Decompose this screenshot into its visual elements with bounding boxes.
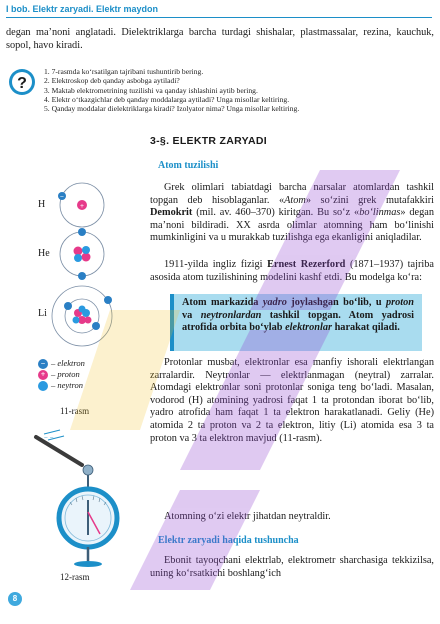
label-helium: He [38, 248, 50, 259]
page-number: 8 [8, 592, 22, 606]
paragraph-particles: Protonlar musbat, elektronlar esa manfiy ishorali elektrlangan zarralardir. Neytronlar — elektrlanmagan (neytral) zarralar. Atomdagi elektronlar soni protonlar soniga teng bo‘ladi. Masalan, vodorod (H) atomining yadrosi faqat 1 ta protondan iborat bo‘lib, yadro atrofida ham faqat 1 ta elektron harakatlanadi. Geliy (He) atomida 2 ta proton va 2 ta elektron, litiy (Li) atomida esa 3 ta proton va 3 ta elektron mavjud (11-rasm). [150, 357, 434, 444]
intro-paragraph: degan ma’noni anglatadi. Dielektriklarga barcha turdagi shishalar, plastmassalar, rezina, kauchuk, sopol, havo kiradi. [6, 27, 434, 51]
question-item: 5. Qanday moddalar dielektriklarga kiradi? Izolyator nima? Unga misollar keltiring. [44, 104, 300, 114]
legend-proton: + – proton [38, 369, 85, 380]
question-item: 4. Elektr o‘tkazgichlar deb qanday moddalarga aytiladi? Unga misollar keltiring. [44, 94, 290, 104]
proton-icon: + [38, 370, 48, 380]
legend-electron: − – elektron [38, 358, 85, 369]
section-title: 3-§. ELEKTR ZARYADI [150, 135, 267, 147]
paragraph-rutherford: 1911-yilda ingliz fizigi Ernest Rezerford (1871–1937) tajriba asosida atom tuzilishining modelini kashf etdi. Bu modelga ko‘ra: [150, 259, 434, 283]
svg-text:−: − [60, 193, 64, 201]
question-item: 2. Elektroskop deb qanday asbobga aytiladi? [44, 76, 180, 86]
figure-11-caption: 11-rasm [60, 406, 90, 416]
paragraph-greek: Grek olimlari tabiatdagi barcha narsalar atomlardan tashkil topgan deb hisoblaganlar. «Atom» so‘zini grek mutafakkiri Demokrit (mil. av. 460–370) kiritgan. Bu so‘z «bo‘linmas» degan ma’noni bildiradi. XX asrda olimlar atomning ham bo‘linishi mumkinligini va u murakkab tuzilishga ega ekanligini aniqladilar. [150, 182, 434, 244]
chapter-title: I bob. Elektr zaryadi. Elektr maydon [6, 4, 159, 14]
svg-text:?: ? [17, 75, 27, 92]
paragraph-neutral: Atomning o‘zi elektr jihatdan neytraldir. [164, 511, 331, 522]
electrometer-figure [0, 0, 150, 600]
legend-neutron: – neytron [38, 380, 85, 391]
svg-text:− −: − − [44, 434, 54, 442]
electron-icon: − [38, 359, 48, 369]
subheading-charge-concept: Elektr zaryadi haqida tushuncha [158, 535, 299, 546]
subheading-atom-structure: Atom tuzilishi [158, 160, 219, 171]
label-hydrogen: H [38, 199, 46, 210]
paragraph-ebonit: Ebonit tayoqchani elektrlab, elektrometr sharchasiga tekkizilsa, uning ko‘rsatkichi boshlang‘ich [150, 555, 434, 579]
figure-12-caption: 12-rasm [60, 572, 90, 582]
definition-callout [170, 294, 422, 351]
question-item: 3. Maktab elektrometrining tuzilishi va qanday ishlashini aytib bering. [44, 85, 258, 95]
svg-text:+: + [80, 202, 84, 210]
label-lithium: Li [38, 308, 47, 319]
question-item: 1. 7-rasmda ko‘rsatilgan tajribani tushuntirib bering. [44, 67, 204, 76]
callout-text: Atom markazida yadro joylashgan bo‘lib, u proton va neytronlardan tashkil topgan. Atom yadrosi atrofida orbita bo‘ylab elektronlar harakat qiladi. [182, 297, 415, 334]
